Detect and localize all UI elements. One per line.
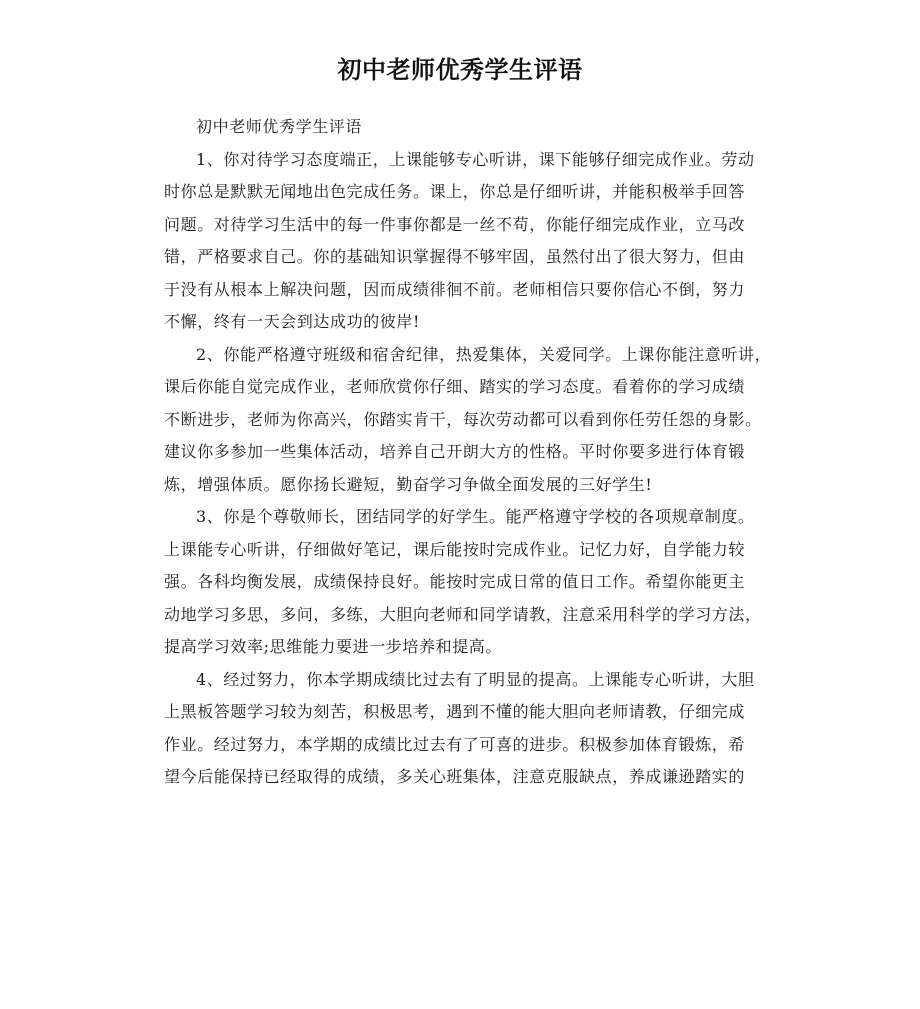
body-text-line: 2、你能严格遵守班级和宿舍纪律，热爱集体，关爱同学。上课你能注意听讲， xyxy=(196,344,772,364)
body-text-line: 炼，增强体质。愿你扬长避短，勤奋学习争做全面发展的三好学生! xyxy=(164,474,653,494)
body-text-line: 作业。经过努力，本学期的成绩比过去有了可喜的进步。积极参加体育锻炼，希 xyxy=(164,734,746,754)
body-text-line: 望今后能保持已经取得的成绩，多关心班集体，注意克服缺点，养成谦逊踏实的 xyxy=(164,767,746,786)
body-text-line: 时你总是默默无闻地出色完成任务。课上，你总是仔细听讲，并能积极举手回答 xyxy=(164,182,746,201)
document-body xyxy=(164,111,772,794)
body-text-line: 动地学习多思，多问，多练，大胆向老师和同学请教，注意采用科学的学习方法， xyxy=(164,604,762,624)
document-subtitle-line: 初中老师优秀学生评语 xyxy=(196,117,363,136)
body-text-line: 提高学习效率;思维能力要进一步培养和提高。 xyxy=(164,637,502,656)
body-text-line: 上课能专心听讲，仔细做好笔记，课后能按时完成作业。记忆力好，自学能力较 xyxy=(164,539,746,559)
body-text-line: 不懈，终有一天会到达成功的彼岸! xyxy=(164,312,421,331)
body-text-line: 建议你多参加一些集体活动，培养自己开朗大方的性格。平时你要多进行体育锻 xyxy=(164,442,746,461)
body-text-line: 3、你是个尊敬师长，团结同学的好学生。能严格遵守学校的各项规章制度。 xyxy=(196,507,755,526)
body-text-line: 不断进步，老师为你高兴，你踏实肯干，每次劳动都可以看到你任劳任怨的身影。 xyxy=(164,409,762,429)
body-text-line: 强。各科均衡发展，成绩保持良好。能按时完成日常的值日工作。希望你能更主 xyxy=(164,572,746,591)
body-text-line: 问题。对待学习生活中的每一件事你都是一丝不苟，你能仔细完成作业，立马改 xyxy=(164,214,746,234)
body-text-line: 错，严格要求自己。你的基础知识掌握得不够牢固，虽然付出了很大努力，但由 xyxy=(164,247,746,266)
body-text-line: 于没有从根本上解决问题，因而成绩徘徊不前。老师相信只要你信心不倒，努力 xyxy=(164,279,746,299)
body-text-line: 4、经过努力，你本学期成绩比过去有了明显的提高。上课能专心听讲，大胆 xyxy=(196,669,755,689)
body-text-line: 上黑板答题学习较为刻苦，积极思考，遇到不懂的能大胆向老师请教，仔细完成 xyxy=(164,702,746,721)
document-title: 初中老师优秀学生评语 xyxy=(337,56,583,84)
body-text-line: 课后你能自觉完成作业，老师欣赏你仔细、踏实的学习态度。看着你的学习成绩 xyxy=(164,377,746,396)
body-text-line: 1、你对待学习态度端正，上课能够专心听讲，课下能够仔细完成作业。劳动 xyxy=(196,149,755,169)
